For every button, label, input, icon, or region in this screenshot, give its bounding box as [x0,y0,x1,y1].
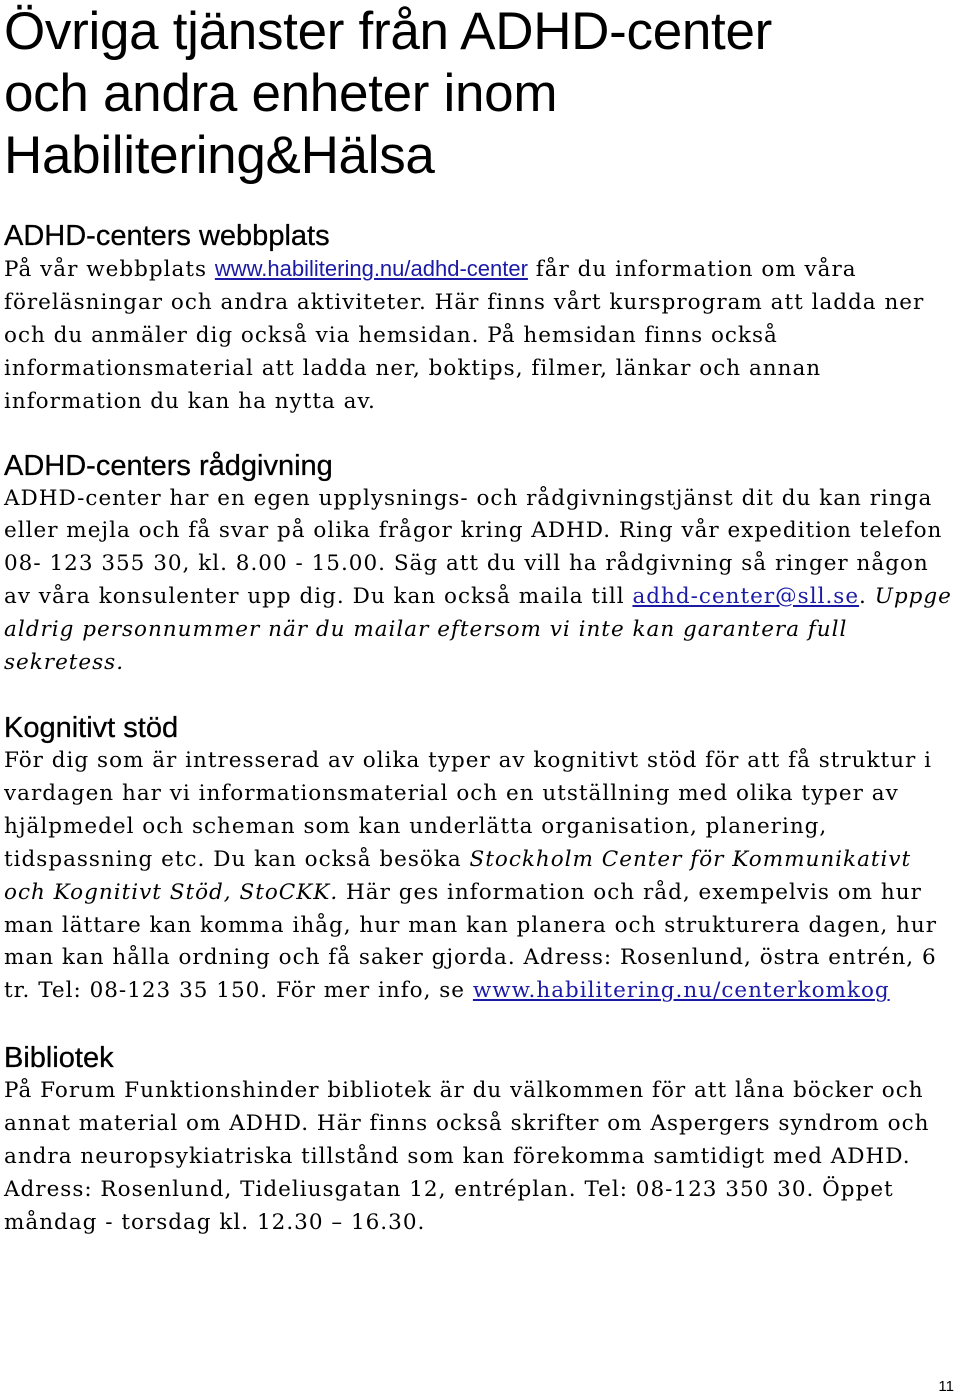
heading-radgivning: ADHD-centers rådgivning [4,449,333,482]
page-number: 11 [938,1378,954,1395]
webbplats-intro: På vår webbplats [4,257,215,282]
section-kognitivt [4,711,956,1008]
webbplats-text: får du information om våra föreläsningar och andra aktiviteter. Här finns vårt kursprogram att ladda ner och du anmäler dig också via hemsidan. På hemsidan finns också informationsmaterial att ladda ner, boktips, filmer, länkar och annan information du kan ha nytta av. [4,257,925,414]
title-line-3: Habilitering&Hälsa [4,126,435,185]
document-page [4,0,956,1240]
heading-bibliotek: Bibliotek [4,1042,114,1075]
paragraph-bibliotek: På Forum Funktionshinder bibliotek är du välkommen för att låna böcker och annat material om ADHD. Här finns också skrifter om Aspergers syndrom och andra neuropsykiatriska tillstånd som kan förekomma samtidigt med ADHD. Adress: Rosenlund, Tideliusgatan 12, entréplan. Tel: 08-123 350 30. Öppet måndag - torsdag kl. 12.30 – 16.30. [4,1078,930,1235]
page-title [4,0,956,187]
webbplats-link[interactable]: www.habilitering.nu/adhd-center [214,256,528,281]
radgivning-warning: Uppge aldrig personnummer när du mailar eftersom vi inte kan garantera full sekretess. [4,584,952,676]
section-webbplats [4,219,956,419]
heading-kognitivt: Kognitivt stöd [4,711,179,744]
email-link[interactable]: adhd-center@sll.se [632,584,860,610]
radgivning-text: ADHD-center har en egen upplysnings- och rådgivningstjänst dit du kan ringa eller mejla och få svar på olika frågor kring ADHD. Ring vår expedition telefon 08- 123 355 30, kl. 8.00 - 15.00. Säg att du vill ha rådgivning så ringer någon av våra konsulenter upp dig. Du kan också maila till [4,485,943,610]
kognitivt-center-name: Stockholm Center för Kommunikativt och Kognitivt Stöd, StoCKK. [4,846,912,905]
radgivning-after-email: . [859,584,875,610]
centerkomkog-link[interactable]: www.habilitering.nu/centerkomkog [472,978,890,1004]
title-line-2: och andra enheter inom [4,64,558,123]
paragraph-kognitivt [4,745,956,1008]
paragraph-webbplats [4,253,956,419]
heading-webbplats: ADHD-centers webbplats [4,220,330,252]
section-radgivning [4,449,956,680]
kognitivt-text-2: Här ges information och råd, exempelvis om hur man lättare kan komma ihåg, hur man kan planera och strukturera dagen, hur man kan hålla ordning och få saker gjorda. Adress: Rosenlund, östra entrén, 6 tr. Tel: 08-123 35 150. För mer info, se [4,879,938,1004]
section-bibliotek [4,1041,956,1240]
kognitivt-text-1: För dig som är intresserad av olika typer av kognitivt stöd för att få struktur i vardagen har vi informationsmaterial och en utställning med olika typer av hjälpmedel och scheman som kan underlätta organisation, planering, tidspassning etc. Du kan också besöka [4,747,933,872]
title-line-1: Övriga tjänster från ADHD-center [4,2,773,61]
paragraph-radgivning [4,483,956,680]
